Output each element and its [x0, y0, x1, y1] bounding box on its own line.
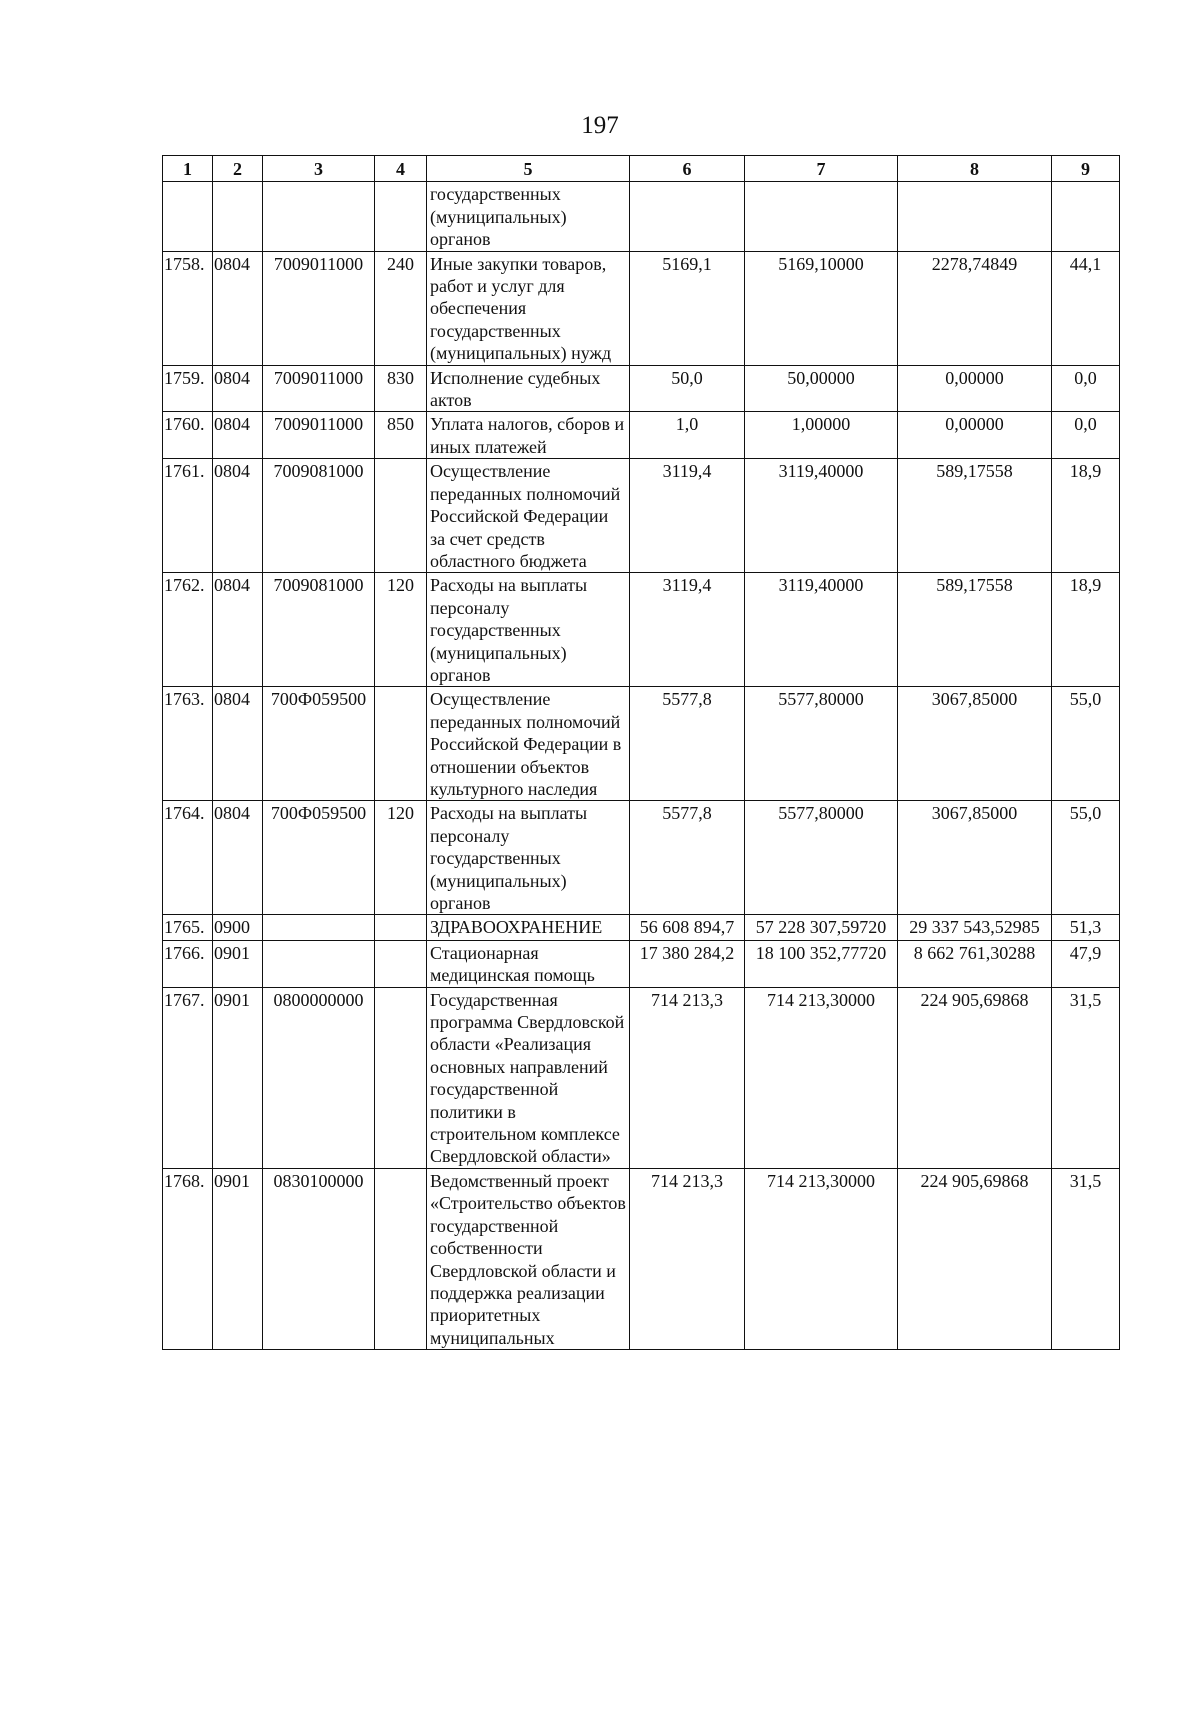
column-header-9: 9 [1052, 156, 1120, 182]
col8-value: 29 337 543,52985 [898, 915, 1052, 940]
expense-type-code [375, 687, 427, 801]
col9-percent: 31,5 [1052, 1168, 1120, 1349]
expense-type-code: 120 [375, 573, 427, 687]
col7-value: 714 213,30000 [745, 987, 898, 1168]
col9-percent: 51,3 [1052, 915, 1120, 940]
row-number: 1767. [163, 987, 213, 1168]
table-row [163, 412, 1120, 459]
col9-percent: 47,9 [1052, 940, 1120, 987]
target-article-code: 7009011000 [263, 251, 375, 365]
col9-percent: 44,1 [1052, 251, 1120, 365]
col6-value: 50,0 [630, 365, 745, 412]
expense-type-code: 120 [375, 801, 427, 915]
col8-value: 589,17558 [898, 573, 1052, 687]
target-article-code [263, 940, 375, 987]
expense-type-code [375, 915, 427, 940]
page-number: 197 [581, 112, 619, 139]
item-name: Государственная программа Свердловской области «Реализация основных направлений государственной политики в строительном комплексе Свердловской области» [427, 987, 630, 1168]
table-row [163, 573, 1120, 687]
table-row [163, 801, 1120, 915]
col7-value: 5169,10000 [745, 251, 898, 365]
table-row [163, 459, 1120, 573]
col6-value: 714 213,3 [630, 1168, 745, 1349]
item-name: Исполнение судебных актов [427, 365, 630, 412]
target-article-code: 700Ф059500 [263, 801, 375, 915]
col8-value: 3067,85000 [898, 687, 1052, 801]
col7-value: 57 228 307,59720 [745, 915, 898, 940]
table-row [163, 940, 1120, 987]
col6-value: 5577,8 [630, 687, 745, 801]
target-article-code: 7009011000 [263, 412, 375, 459]
col9-percent: 0,0 [1052, 412, 1120, 459]
item-name: Осуществление переданных полномочий Российской Федерации за счет средств областного бюджета [427, 459, 630, 573]
target-article-code: 7009011000 [263, 365, 375, 412]
expense-type-code [375, 1168, 427, 1349]
col6-value: 5169,1 [630, 251, 745, 365]
expense-type-code [375, 459, 427, 573]
row-number: 1768. [163, 1168, 213, 1349]
row-number: 1766. [163, 940, 213, 987]
column-header-2: 2 [213, 156, 263, 182]
target-article-code [263, 915, 375, 940]
column-header-7: 7 [745, 156, 898, 182]
col6-value: 5577,8 [630, 801, 745, 915]
col8-value: 0,00000 [898, 412, 1052, 459]
col6-value: 17 380 284,2 [630, 940, 745, 987]
expense-type-code: 830 [375, 365, 427, 412]
col8-value: 0,00000 [898, 365, 1052, 412]
target-article-code: 0830100000 [263, 1168, 375, 1349]
item-name: Иные закупки товаров, работ и услуг для обеспечения государственных (муниципальных) нужд [427, 251, 630, 365]
col7-value: 3119,40000 [745, 573, 898, 687]
section-code: 0804 [213, 687, 263, 801]
budget-table [162, 155, 1120, 1350]
table-row [163, 365, 1120, 412]
col7-value: 3119,40000 [745, 459, 898, 573]
expense-type-code: 240 [375, 251, 427, 365]
row-number: 1763. [163, 687, 213, 801]
col8-value: 224 905,69868 [898, 987, 1052, 1168]
row-number: 1762. [163, 573, 213, 687]
table-row [163, 987, 1120, 1168]
table-row [163, 182, 1120, 251]
item-name: Уплата налогов, сборов и иных платежей [427, 412, 630, 459]
col9-percent: 55,0 [1052, 801, 1120, 915]
expense-type-code [375, 940, 427, 987]
col9-percent: 0,0 [1052, 365, 1120, 412]
expense-type-code [375, 987, 427, 1168]
column-header-8: 8 [898, 156, 1052, 182]
col7-value: 50,00000 [745, 365, 898, 412]
col7-value: 714 213,30000 [745, 1168, 898, 1349]
target-article-code: 7009081000 [263, 459, 375, 573]
col9-percent: 18,9 [1052, 573, 1120, 687]
table-row [163, 915, 1120, 940]
col9-percent [1052, 182, 1120, 251]
expense-type-code [375, 182, 427, 251]
section-code: 0804 [213, 365, 263, 412]
column-header-6: 6 [630, 156, 745, 182]
item-name: государственных (муниципальных) органов [427, 182, 630, 251]
row-number: 1760. [163, 412, 213, 459]
col6-value: 56 608 894,7 [630, 915, 745, 940]
target-article-code: 0800000000 [263, 987, 375, 1168]
target-article-code [263, 182, 375, 251]
col7-value [745, 182, 898, 251]
col7-value: 18 100 352,77720 [745, 940, 898, 987]
section-code: 0901 [213, 987, 263, 1168]
section-code [213, 182, 263, 251]
section-code: 0804 [213, 251, 263, 365]
col6-value [630, 182, 745, 251]
col9-percent: 31,5 [1052, 987, 1120, 1168]
col8-value [898, 182, 1052, 251]
header-row [163, 156, 1120, 182]
col9-percent: 18,9 [1052, 459, 1120, 573]
row-number: 1758. [163, 251, 213, 365]
col6-value: 714 213,3 [630, 987, 745, 1168]
row-number: 1761. [163, 459, 213, 573]
section-code: 0901 [213, 1168, 263, 1349]
column-header-3: 3 [263, 156, 375, 182]
col7-value: 1,00000 [745, 412, 898, 459]
col8-value: 589,17558 [898, 459, 1052, 573]
row-number [163, 182, 213, 251]
col6-value: 3119,4 [630, 459, 745, 573]
item-name: ЗДРАВООХРАНЕНИЕ [427, 915, 630, 940]
table-row [163, 687, 1120, 801]
col6-value: 3119,4 [630, 573, 745, 687]
row-number: 1764. [163, 801, 213, 915]
col8-value: 224 905,69868 [898, 1168, 1052, 1349]
col8-value: 2278,74849 [898, 251, 1052, 365]
col8-value: 8 662 761,30288 [898, 940, 1052, 987]
section-code: 0804 [213, 801, 263, 915]
table-row [163, 251, 1120, 365]
section-code: 0804 [213, 459, 263, 573]
col7-value: 5577,80000 [745, 801, 898, 915]
col6-value: 1,0 [630, 412, 745, 459]
column-header-1: 1 [163, 156, 213, 182]
item-name: Стационарная медицинская помощь [427, 940, 630, 987]
row-number: 1765. [163, 915, 213, 940]
item-name: Расходы на выплаты персоналу государственных (муниципальных) органов [427, 573, 630, 687]
section-code: 0900 [213, 915, 263, 940]
column-header-5: 5 [427, 156, 630, 182]
section-code: 0804 [213, 412, 263, 459]
column-header-4: 4 [375, 156, 427, 182]
col7-value: 5577,80000 [745, 687, 898, 801]
row-number: 1759. [163, 365, 213, 412]
item-name: Ведомственный проект «Строительство объектов государственной собственности Свердловской области и поддержка реализации приоритетных муниципальных [427, 1168, 630, 1349]
item-name: Осуществление переданных полномочий Российской Федерации в отношении объектов культурного наследия [427, 687, 630, 801]
section-code: 0901 [213, 940, 263, 987]
expense-type-code: 850 [375, 412, 427, 459]
col9-percent: 55,0 [1052, 687, 1120, 801]
item-name: Расходы на выплаты персоналу государственных (муниципальных) органов [427, 801, 630, 915]
target-article-code: 700Ф059500 [263, 687, 375, 801]
table-row [163, 1168, 1120, 1349]
target-article-code: 7009081000 [263, 573, 375, 687]
section-code: 0804 [213, 573, 263, 687]
col8-value: 3067,85000 [898, 801, 1052, 915]
